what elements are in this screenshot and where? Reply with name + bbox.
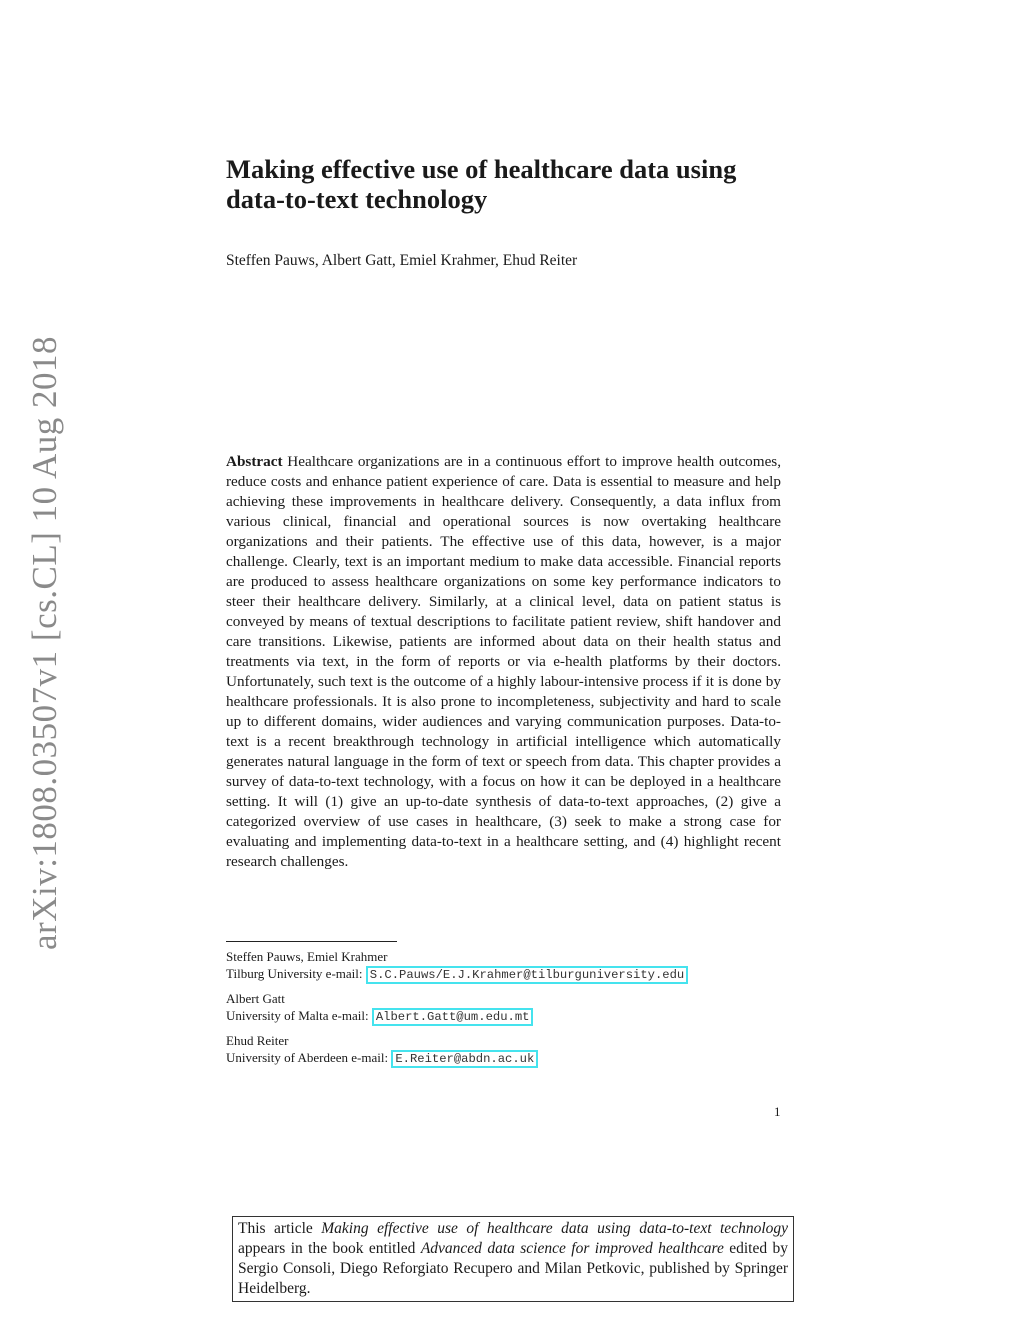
affiliation-institution: Tilburg University e-mail: [226, 966, 363, 981]
affiliation-malta [226, 990, 533, 1026]
page-number: 1 [774, 1104, 781, 1119]
notice-book-title: Advanced data science for improved healthcare [420, 1240, 724, 1257]
email-link[interactable]: Albert.Gatt@um.edu.mt [372, 1008, 534, 1026]
affiliation-names: Ehud Reiter [226, 1033, 289, 1048]
abstract-label: Abstract [226, 453, 283, 470]
affiliation-institution: University of Aberdeen e-mail: [226, 1050, 389, 1065]
publication-notice [232, 1216, 794, 1302]
affiliation-tilburg [226, 948, 688, 984]
affiliation-names: Steffen Pauws, Emiel Krahmer [226, 949, 388, 964]
notice-article-title: Making effective use of healthcare data using data-to-text technology [321, 1220, 789, 1237]
email-link[interactable]: S.C.Pauws/E.J.Krahmer@tilburguniversity.edu [366, 966, 689, 984]
affiliation-names: Albert Gatt [226, 991, 285, 1006]
notice-suffix: edited by Sergio Consoli, Diego Reforgiato Recupero and Milan Petkovic, published by Springer Heidelberg. [238, 1240, 789, 1297]
affiliation-aberdeen [226, 1032, 538, 1068]
affiliation-institution: University of Malta e-mail: [226, 1008, 369, 1023]
author-list: Steffen Pauws, Albert Gatt, Emiel Krahmer, Ehud Reiter [226, 252, 578, 269]
notice-middle: appears in the book entitled [238, 1240, 416, 1257]
paper-title: Making effective use of healthcare data using data-to-text technology [226, 154, 737, 214]
arxiv-identifier: arXiv:1808.03507v1 [cs.CL] 10 Aug 2018 [25, 336, 64, 950]
notice-prefix: This article [238, 1220, 313, 1237]
footnote-divider [226, 941, 397, 942]
abstract [226, 452, 781, 872]
abstract-text: Healthcare organizations are in a continuous effort to improve health outcomes, reduce costs and enhance patient experience of care. Data is essential to measure and help achieving these improvements in healthcare delivery. Consequently, a data influx from various clinical, financial and operational sources is now overtaking healthcare organizations and their patients. The effective use of this data, however, is a major challenge. Clearly, text is an important medium to make data accessible. Financial reports are produced to assess healthcare organizations on some key performance indicators to steer their healthcare delivery. Similarly, at a clinical level, data on patient status is conveyed by means of textual descriptions to facilitate patient review, shift handover and care transitions. Likewise, patients are informed about data on their health status and treatments via text, in the form of reports or via e-health platforms by their doctors. Unfortunately, such text is the outcome of a highly labour-intensive process if it is done by healthcare professionals. It is also prone to incompleteness, subjectivity and hard to scale up to different domains, wider audiences and varying communication purposes. Data-to-text is a recent breakthrough technology in artificial intelligence which automatically generates natural language in the form of text or speech from data. This chapter provides a survey of data-to-text technology, with a focus on how it can be deployed in a healthcare setting. It will (1) give an up-to-date synthesis of data-to-text approaches, (2) give a categorized overview of use cases in healthcare, (3) seek to make a strong case for evaluating and implementing data-to-text in a healthcare setting, and (4) highlight recent research challenges. [226, 453, 782, 870]
email-link[interactable]: E.Reiter@abdn.ac.uk [391, 1050, 538, 1068]
